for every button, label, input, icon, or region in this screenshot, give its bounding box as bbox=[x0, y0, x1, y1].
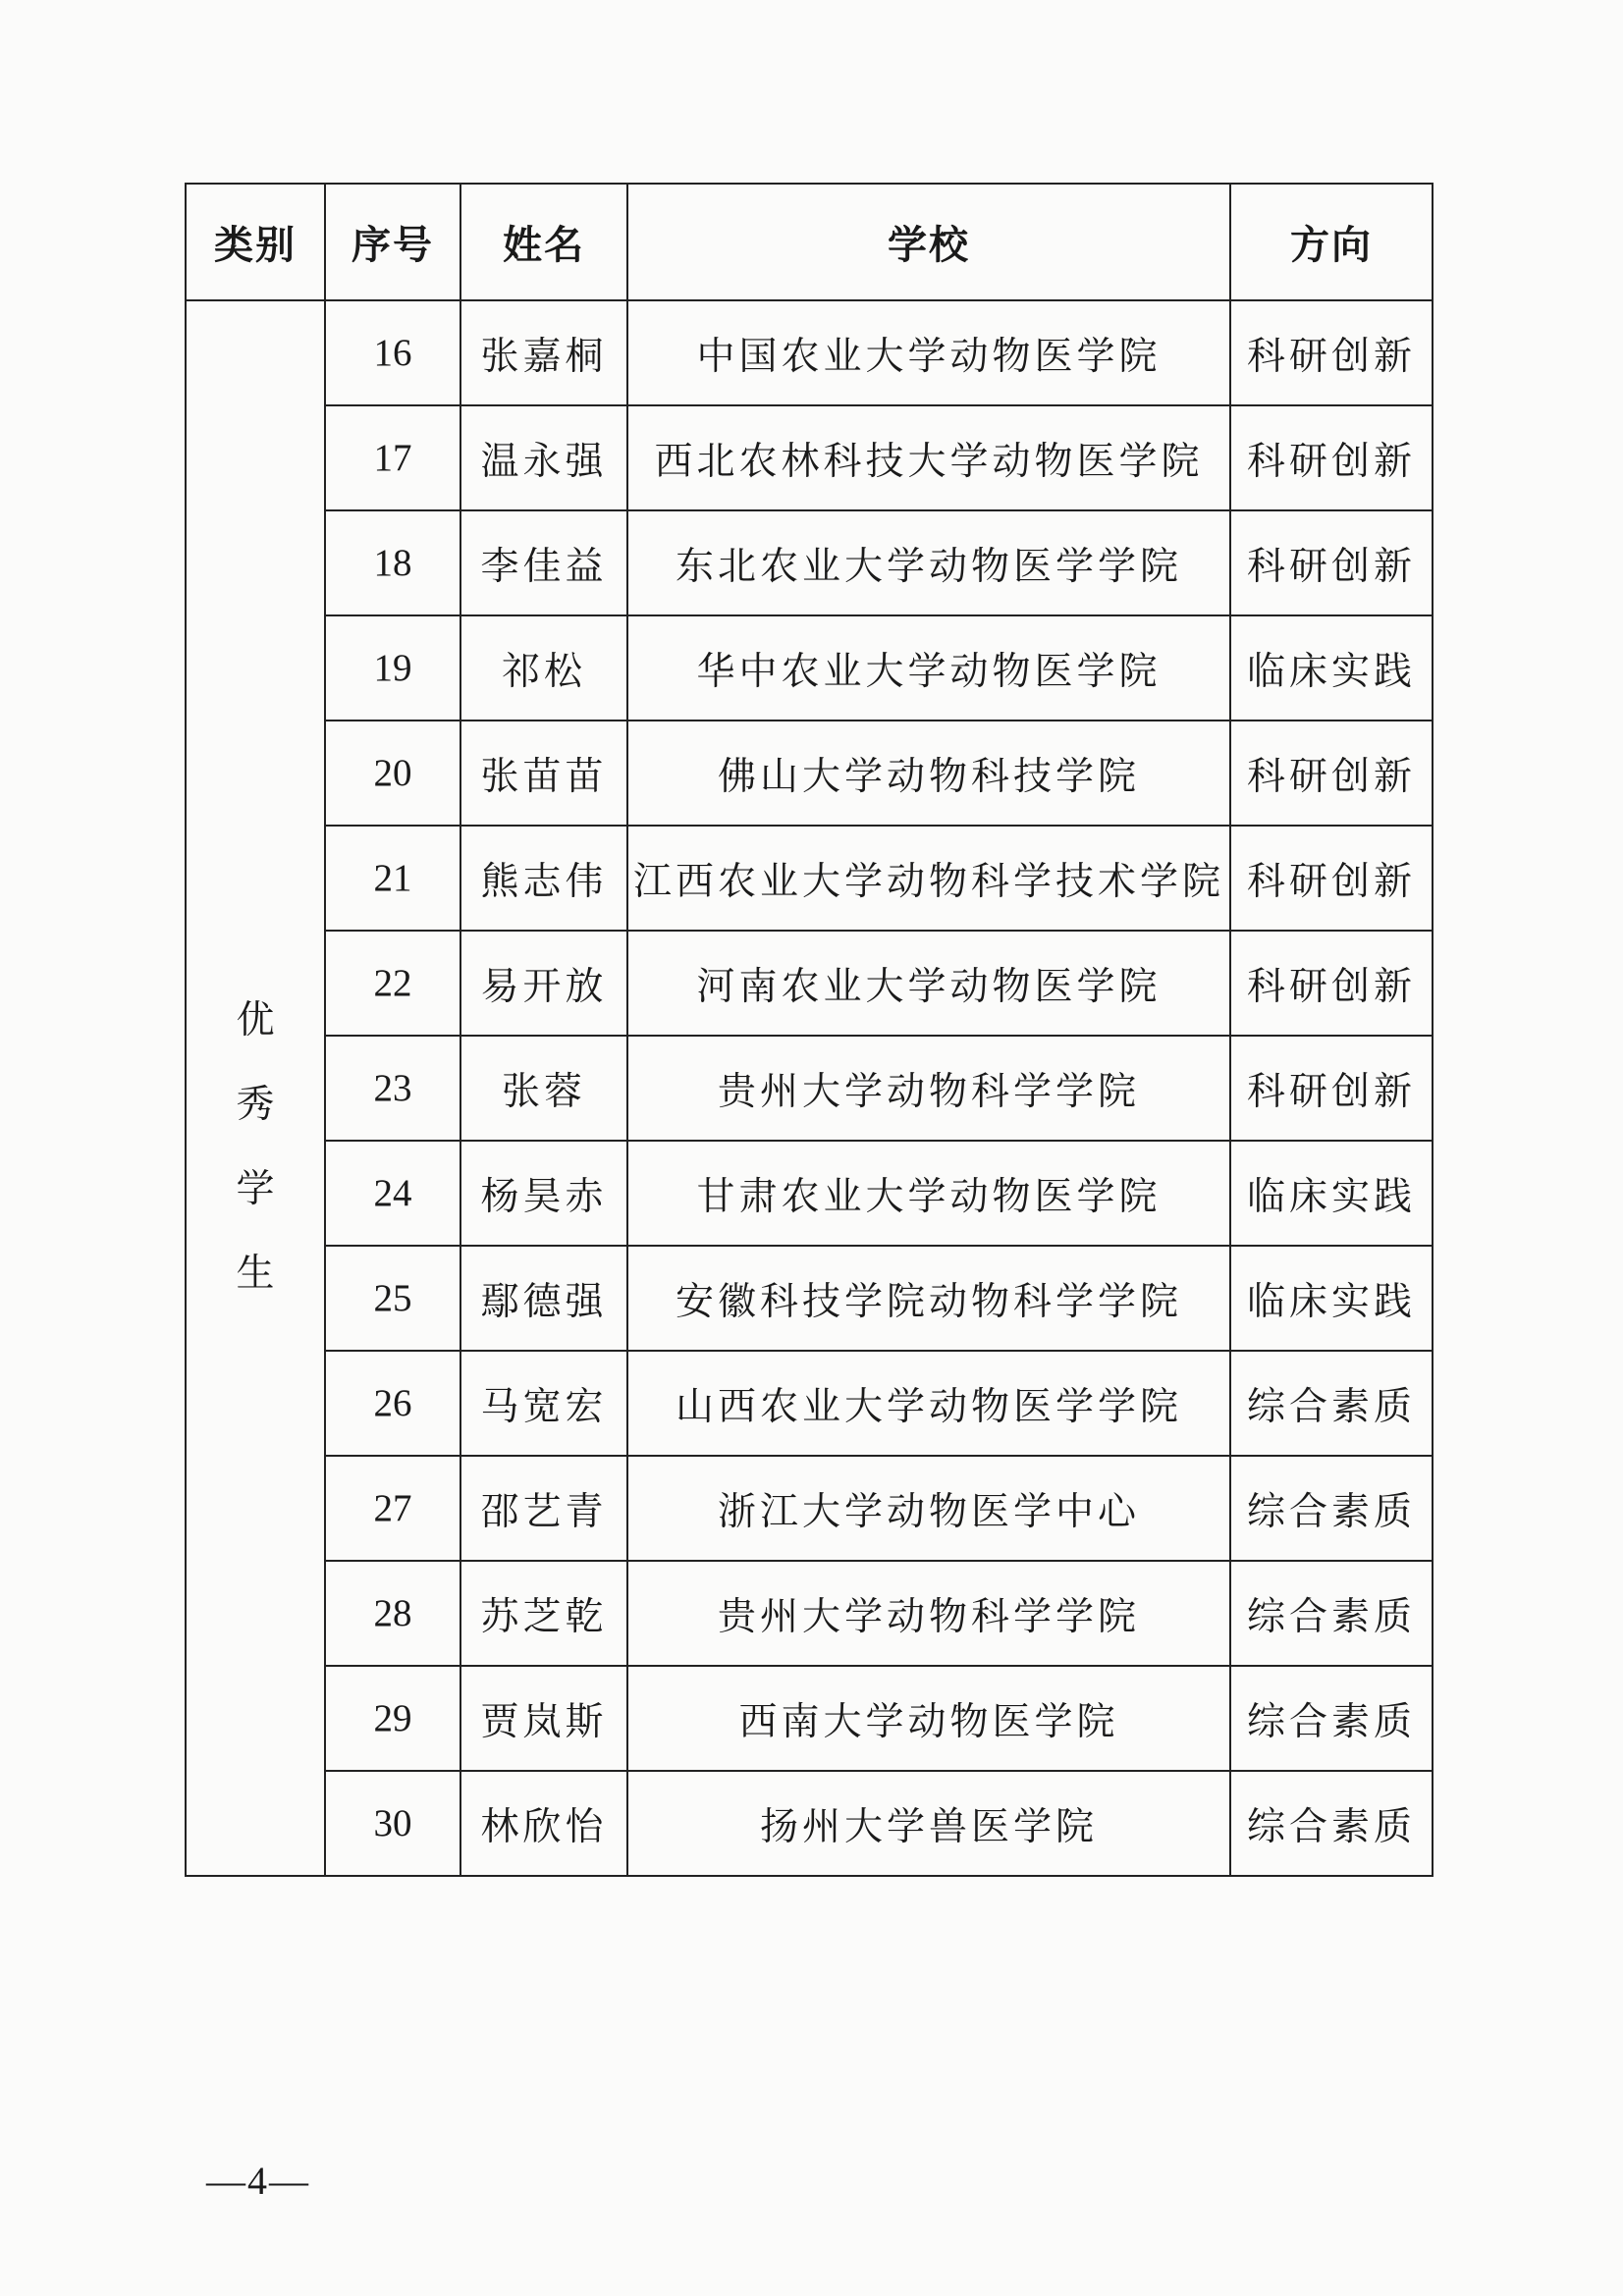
direction-cell: 科研创新 bbox=[1230, 826, 1433, 931]
table-row bbox=[186, 721, 1433, 826]
school-cell: 贵州大学动物科学学院 bbox=[627, 1036, 1230, 1141]
category-cell bbox=[186, 300, 325, 1876]
name-cell: 张蓉 bbox=[460, 1036, 627, 1141]
table-row bbox=[186, 1771, 1433, 1876]
page-number: —4— bbox=[206, 2159, 310, 2203]
seq-cell: 28 bbox=[325, 1561, 460, 1666]
direction-cell: 临床实践 bbox=[1230, 1246, 1433, 1351]
seq-cell: 19 bbox=[325, 615, 460, 721]
name-cell: 邵艺青 bbox=[460, 1456, 627, 1561]
table-body bbox=[186, 300, 1433, 1876]
name-cell: 杨昊赤 bbox=[460, 1141, 627, 1246]
direction-cell: 科研创新 bbox=[1230, 405, 1433, 510]
school-cell: 贵州大学动物科学学院 bbox=[627, 1561, 1230, 1666]
name-cell: 鄢德强 bbox=[460, 1246, 627, 1351]
table-row bbox=[186, 1456, 1433, 1561]
award-roster-table bbox=[185, 183, 1434, 1877]
header-seq: 序号 bbox=[325, 184, 460, 300]
table-row bbox=[186, 1141, 1433, 1246]
school-cell: 佛山大学动物科技学院 bbox=[627, 721, 1230, 826]
name-cell: 熊志伟 bbox=[460, 826, 627, 931]
name-cell: 祁松 bbox=[460, 615, 627, 721]
school-cell: 江西农业大学动物科学技术学院 bbox=[627, 826, 1230, 931]
name-cell: 李佳益 bbox=[460, 510, 627, 615]
direction-cell: 综合素质 bbox=[1230, 1561, 1433, 1666]
direction-cell: 综合素质 bbox=[1230, 1351, 1433, 1456]
seq-cell: 26 bbox=[325, 1351, 460, 1456]
seq-cell: 24 bbox=[325, 1141, 460, 1246]
seq-cell: 30 bbox=[325, 1771, 460, 1876]
seq-cell: 29 bbox=[325, 1666, 460, 1771]
name-cell: 林欣怡 bbox=[460, 1771, 627, 1876]
school-cell: 西南大学动物医学院 bbox=[627, 1666, 1230, 1771]
header-category: 类别 bbox=[186, 184, 325, 300]
school-cell: 中国农业大学动物医学院 bbox=[627, 300, 1230, 405]
table-header-row bbox=[186, 184, 1433, 300]
seq-cell: 22 bbox=[325, 931, 460, 1036]
school-cell: 西北农林科技大学动物医学院 bbox=[627, 405, 1230, 510]
seq-cell: 17 bbox=[325, 405, 460, 510]
category-label: 优秀学生 bbox=[236, 997, 275, 1296]
seq-cell: 16 bbox=[325, 300, 460, 405]
header-school: 学校 bbox=[627, 184, 1230, 300]
school-cell: 浙江大学动物医学中心 bbox=[627, 1456, 1230, 1561]
name-cell: 苏芝乾 bbox=[460, 1561, 627, 1666]
seq-cell: 20 bbox=[325, 721, 460, 826]
table-row bbox=[186, 300, 1433, 405]
school-cell: 河南农业大学动物医学院 bbox=[627, 931, 1230, 1036]
direction-cell: 科研创新 bbox=[1230, 931, 1433, 1036]
seq-cell: 18 bbox=[325, 510, 460, 615]
direction-cell: 科研创新 bbox=[1230, 1036, 1433, 1141]
school-cell: 东北农业大学动物医学学院 bbox=[627, 510, 1230, 615]
table-row bbox=[186, 615, 1433, 721]
table-row bbox=[186, 1561, 1433, 1666]
direction-cell: 临床实践 bbox=[1230, 615, 1433, 721]
header-name: 姓名 bbox=[460, 184, 627, 300]
seq-cell: 23 bbox=[325, 1036, 460, 1141]
direction-cell: 科研创新 bbox=[1230, 721, 1433, 826]
school-cell: 安徽科技学院动物科学学院 bbox=[627, 1246, 1230, 1351]
name-cell: 张嘉桐 bbox=[460, 300, 627, 405]
table-row bbox=[186, 1351, 1433, 1456]
direction-cell: 科研创新 bbox=[1230, 510, 1433, 615]
table-row bbox=[186, 1036, 1433, 1141]
table-row bbox=[186, 510, 1433, 615]
name-cell: 温永强 bbox=[460, 405, 627, 510]
seq-cell: 25 bbox=[325, 1246, 460, 1351]
name-cell: 易开放 bbox=[460, 931, 627, 1036]
direction-cell: 综合素质 bbox=[1230, 1771, 1433, 1876]
seq-cell: 27 bbox=[325, 1456, 460, 1561]
direction-cell: 综合素质 bbox=[1230, 1456, 1433, 1561]
table-row bbox=[186, 1666, 1433, 1771]
table-row bbox=[186, 405, 1433, 510]
direction-cell: 综合素质 bbox=[1230, 1666, 1433, 1771]
direction-cell: 科研创新 bbox=[1230, 300, 1433, 405]
name-cell: 张苗苗 bbox=[460, 721, 627, 826]
school-cell: 甘肃农业大学动物医学院 bbox=[627, 1141, 1230, 1246]
header-direction: 方向 bbox=[1230, 184, 1433, 300]
table-row bbox=[186, 826, 1433, 931]
direction-cell: 临床实践 bbox=[1230, 1141, 1433, 1246]
school-cell: 山西农业大学动物医学学院 bbox=[627, 1351, 1230, 1456]
school-cell: 扬州大学兽医学院 bbox=[627, 1771, 1230, 1876]
seq-cell: 21 bbox=[325, 826, 460, 931]
name-cell: 马宽宏 bbox=[460, 1351, 627, 1456]
table-row bbox=[186, 1246, 1433, 1351]
school-cell: 华中农业大学动物医学院 bbox=[627, 615, 1230, 721]
name-cell: 贾岚斯 bbox=[460, 1666, 627, 1771]
table-row bbox=[186, 931, 1433, 1036]
